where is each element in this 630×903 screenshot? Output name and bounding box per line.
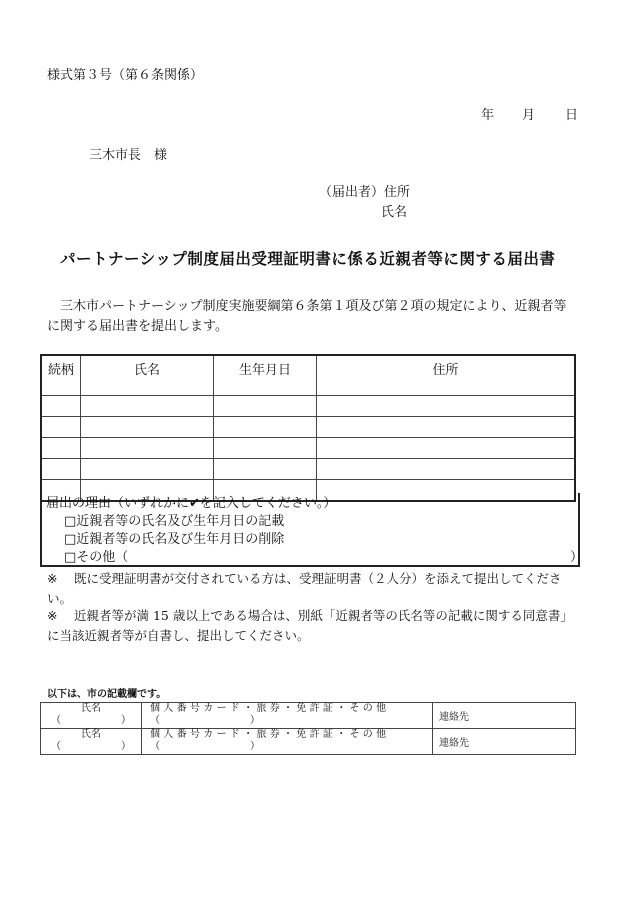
reason-section: [40, 493, 584, 567]
city-name-paren: （ ）: [51, 715, 131, 726]
city-section-heading: 以下は、市の記載欄です。: [47, 689, 167, 700]
city-contact-label: 連絡先: [439, 738, 469, 749]
birthdate-field[interactable]: [214, 459, 317, 480]
city-contact-label: 連絡先: [439, 712, 469, 723]
name-field[interactable]: [81, 417, 214, 438]
reason-option-other-label: □その他（: [64, 550, 129, 565]
reason-option-other[interactable]: [46, 549, 584, 567]
form-number: 様式第３号（第６条関係）: [47, 68, 204, 83]
address-field[interactable]: [317, 438, 576, 459]
note-mark: ※: [47, 571, 58, 586]
address-field[interactable]: [317, 417, 576, 438]
reason-option-add[interactable]: □近親者等の氏名及び生年月日の記載: [64, 514, 285, 529]
header-name: 氏名: [81, 355, 214, 396]
date-day-label: 日: [565, 108, 579, 123]
name-field[interactable]: [81, 396, 214, 417]
relationship-field[interactable]: [41, 459, 81, 480]
name-field[interactable]: [81, 438, 214, 459]
table-row: [41, 438, 575, 459]
note-text: 近親者等が満 15 歳以上である場合は、別紙「近親者等の氏名等の記載に関する同意書」に当該近親者等が自書し、提出してください。: [47, 608, 573, 643]
city-name-label: 氏名: [81, 703, 101, 714]
relationship-field[interactable]: [41, 438, 81, 459]
note-text: 既に受理証明書が交付されている方は、受理証明書（２人分）を添えて提出してください。: [47, 571, 562, 606]
city-id-label: 個人番号カード・旅券・免許証・その他: [150, 703, 390, 714]
address-field[interactable]: [317, 459, 576, 480]
city-contact-cell[interactable]: [433, 729, 576, 755]
table-row: [41, 729, 576, 755]
date-month-label: 月: [522, 108, 536, 123]
note-mark: ※: [47, 608, 58, 623]
header-address: 住所: [317, 355, 576, 396]
name-field[interactable]: [81, 459, 214, 480]
birthdate-field[interactable]: [214, 417, 317, 438]
relationship-field[interactable]: [41, 417, 81, 438]
city-name-label: 氏名: [81, 729, 101, 740]
city-id-cell[interactable]: [142, 729, 433, 755]
table-row: [41, 396, 575, 417]
city-table: [40, 702, 576, 755]
reason-heading: 届出の理由（いずれかに✔を記入してください。）: [46, 496, 337, 511]
birthdate-field[interactable]: [214, 438, 317, 459]
document-title: パートナーシップ制度届出受理証明書に係る近親者等に関する届出書: [60, 249, 556, 268]
city-id-paren: （ ）: [150, 741, 260, 752]
address-field[interactable]: [317, 396, 576, 417]
header-birthdate: 生年月日: [214, 355, 317, 396]
table-row: [41, 703, 576, 729]
addressee: 三木市長 様: [89, 148, 168, 163]
relationship-field[interactable]: [41, 396, 81, 417]
reason-option-remove[interactable]: □近親者等の氏名及び生年月日の削除: [64, 532, 285, 547]
city-id-cell[interactable]: [142, 703, 433, 729]
city-id-label: 個人番号カード・旅券・免許証・その他: [150, 729, 390, 740]
table-row: [41, 459, 575, 480]
reason-option-other-close: ）: [570, 550, 584, 565]
city-id-paren: （ ）: [150, 715, 260, 726]
intro-paragraph: 三木市パートナーシップ制度実施要綱第６条第１項及び第２項の規定により、近親者等に関する届出書を提出します。: [47, 299, 567, 334]
note-1: [47, 569, 575, 609]
relatives-table: [40, 354, 576, 502]
header-relationship: 続柄: [41, 355, 81, 396]
table-header-row: [41, 355, 575, 396]
applicant-name-label: 氏名: [381, 205, 408, 220]
city-name-paren: （ ）: [51, 741, 131, 752]
city-name-cell[interactable]: [41, 703, 142, 729]
city-contact-cell[interactable]: [433, 703, 576, 729]
table-row: [41, 417, 575, 438]
city-name-cell[interactable]: [41, 729, 142, 755]
note-2: [47, 606, 575, 646]
birthdate-field[interactable]: [214, 396, 317, 417]
date-year-label: 年: [481, 108, 495, 123]
applicant-address-label: （届出者）住所: [319, 185, 411, 200]
